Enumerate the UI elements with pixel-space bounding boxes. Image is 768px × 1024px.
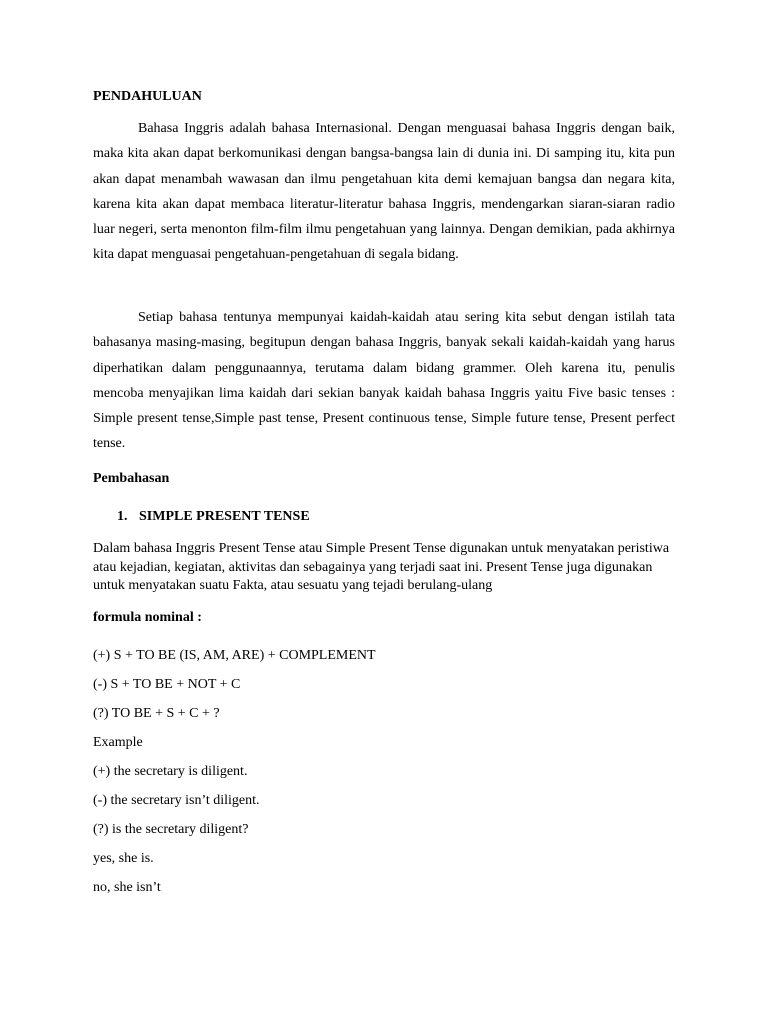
example-line-positive: (+) the secretary is diligent.	[93, 764, 248, 779]
example-line-question: (?) is the secretary diligent?	[93, 822, 249, 837]
section-1-paragraph: Dalam bahasa Inggris Present Tense atau Simple Present Tense digunakan untuk menyatakan peristiwa atau kejadian, kegiatan, aktivitas dan sebagainya yang terjadi saat ini. Present Tense juga digunakan untuk menyatakan suatu Fakta, atau sesuatu yang tejadi berulang-ulang	[93, 541, 670, 593]
example-line-answer-no: no, she isn’t	[93, 880, 161, 895]
example-label: Example	[93, 735, 143, 750]
intro-paragraph-1: Bahasa Inggris adalah bahasa Internasional. Dengan menguasai bahasa Inggris dengan baik, maka kita akan dapat berkomunikasi dengan bangsa-bangsa lain di dunia ini. Di samping itu, kita pun akan dapat menambah wawasan dan ilmu pengetahuan kita demi kemajuan bangsa dan negara kita, karena kita akan dapat membaca literatur-literatur bahasa Inggris, mendengarkan siaran-siaran radio luar negeri, serta menonton film-film ilmu pengetahuan yang lainnya. Dengan demikian, pada akhirnya kita dapat menguasai pengetahuan-pengetahuan di segala bidang.	[93, 121, 675, 263]
section-1-number: 1.	[117, 509, 128, 524]
example-line-answer-yes: yes, she is.	[93, 851, 154, 866]
formula-line-negative: (-) S + TO BE + NOT + C	[93, 677, 241, 692]
formula-line-positive: (+) S + TO BE (IS, AM, ARE) + COMPLEMENT	[93, 648, 376, 663]
formula-line-question: (?) TO BE + S + C + ?	[93, 706, 220, 721]
discussion-heading: Pembahasan	[93, 471, 170, 486]
intro-paragraph-2: Setiap bahasa tentunya mempunyai kaidah-kaidah atau sering kita sebut dengan istilah tata bahasanya masing-masing, begitupun dengan bahasa Inggris, banyak sekali kaidah-kaidah yang harus diperhatikan dalam penggunaannya, terutama dalam bidang grammer. Oleh karena itu, penulis mencoba menyajikan lima kaidah dari sekian banyak kaidah bahasa Inggris yaitu Five basic tenses : Simple present tense,Simple past tense, Present continuous tense, Simple future tense, Present perfect tense.	[93, 310, 675, 452]
section-1-heading	[117, 508, 310, 526]
formula-label: formula nominal :	[93, 610, 202, 625]
section-1-title: SIMPLE PRESENT TENSE	[139, 509, 310, 524]
intro-heading: PENDAHULUAN	[93, 89, 202, 104]
example-line-negative: (-) the secretary isn’t diligent.	[93, 793, 260, 808]
